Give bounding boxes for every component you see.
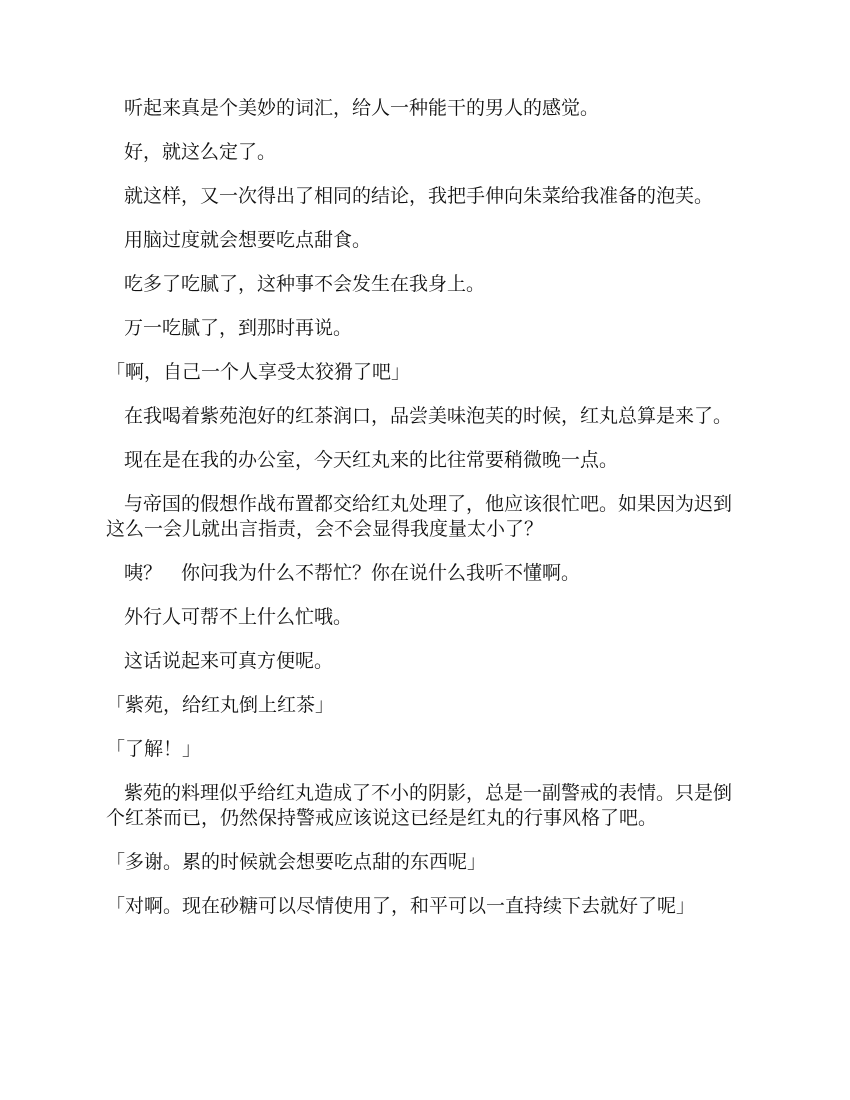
paragraph-9: 与帝国的假想作战布置都交给红丸处理了，他应该很忙吧。如果因为迟到这么一会儿就出言指责，会不会显得我度量太小了？	[106, 493, 733, 540]
paragraph-4: 用脑过度就会想要吃点甜食。	[124, 229, 372, 251]
paragraph-11: 外行人可帮不上什么忙哦。	[124, 606, 353, 628]
body-text	[106, 96, 746, 938]
dialogue-line-3: 「了解！」	[106, 738, 202, 760]
paragraph-5: 吃多了吃腻了，这种事不会发生在我身上。	[124, 273, 486, 295]
paragraph-13: 紫苑的料理似乎给红丸造成了不小的阴影，总是一副警戒的表情。只是倒个红茶而已，仍然保持警戒应该说这已经是红丸的行事风格了吧。	[106, 782, 733, 829]
paragraph-7: 在我喝着紫苑泡好的红茶润口，品尝美味泡芙的时候，红丸总算是来了。	[124, 405, 733, 427]
paragraph-3: 就这样，又一次得出了相同的结论，我把手伸向朱菜给我准备的泡芙。	[124, 185, 714, 207]
paragraph-1: 听起来真是个美妙的词汇，给人一种能干的男人的感觉。	[124, 97, 600, 119]
paragraph-2: 好，就这么定了。	[124, 141, 277, 163]
dialogue-line-5: 「对啊。现在砂糖可以尽情使用了，和平可以一直持续下去就好了呢」	[106, 895, 696, 917]
dialogue-line-1: 「啊，自己一个人享受太狡猾了吧」	[106, 361, 411, 383]
paragraph-10: 咦？ 你问我为什么不帮忙？你在说什么我听不懂啊。	[124, 562, 581, 584]
dialogue-line-2: 「紫苑，给红丸倒上红茶」	[106, 694, 335, 716]
dialogue-line-4: 「多谢。累的时候就会想要吃点甜的东西呢」	[106, 851, 487, 873]
paragraph-12: 这话说起来可真方便呢。	[124, 650, 334, 672]
paragraph-6: 万一吃腻了，到那时再说。	[124, 317, 353, 339]
paragraph-8: 现在是在我的办公室，今天红丸来的比往常要稍微晚一点。	[124, 449, 619, 471]
